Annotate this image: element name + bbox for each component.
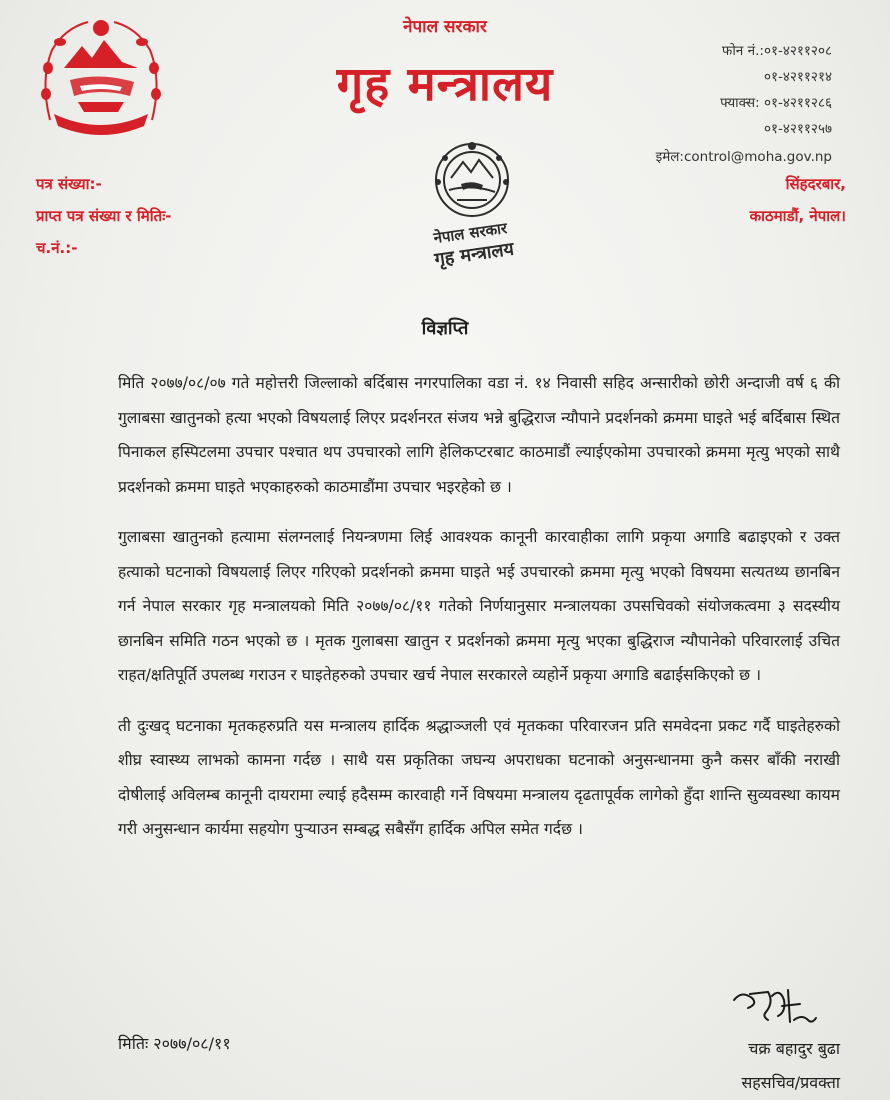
office-address xyxy=(750,168,846,232)
address-line-1: सिंहदरबार, xyxy=(785,175,846,193)
paragraph: मिति २०७७/०८/०७ गते महोत्तरी जिल्लाको बर्दिबास नगरपालिका वडा नं. १४ निवासी सहिद अन्सारीको छोरी अन्दाजी वर्ष ६ की गुलाबसा खातुनको हत्या भएको विषयलाई लिएर प्रदर्शनरत संजय भन्ने बुद्धिराज न्यौपाने प्रदर्शनको क्रममा घाइते भई बर्दिबास स्थित पिनाकल हस्पिटलमा उपचार पश्चात थप उपचारको लागि हेलिकप्टरबाट काठमाडौं ल्याईएकोमा उपचारको क्रममा मृत्यु भएको साथै प्रदर्शनको क्रममा घाइते भएकाहरुको काठमाडौंमा उपचार भइरहेको छ । xyxy=(118,374,840,496)
fax-number: ०१-४२११२८६ xyxy=(763,95,832,111)
signatory-name: चक्र बहादुर बुढा xyxy=(748,1039,840,1058)
phone-row-1 xyxy=(572,38,832,64)
reference-fields xyxy=(36,168,171,264)
phone-row-2 xyxy=(572,64,832,90)
government-heading: नेपाल सरकार xyxy=(403,17,487,37)
fax-number: ०१-४२११२५७ xyxy=(763,121,832,137)
fax-row-1 xyxy=(572,90,832,116)
phone-label: फोन नं.: xyxy=(721,43,764,59)
received-letter-label: प्राप्त पत्र संख्या र मितिः- xyxy=(36,207,172,225)
letter-number-label: पत्र संख्या:- xyxy=(36,175,102,193)
fax-label: फ्याक्स: xyxy=(720,95,760,111)
email-row xyxy=(572,144,832,170)
address-line-2: काठमाडौं, नेपाल। xyxy=(749,207,846,225)
handwritten-signature xyxy=(728,982,820,1030)
issue-date: मितिः २०७७/०८/११ xyxy=(118,1034,231,1053)
seal-text-top: नेपाल सरकार xyxy=(432,218,509,248)
contact-block xyxy=(572,38,832,170)
seal-text-bottom: गृह मन्त्रालय xyxy=(433,238,516,271)
signatory-block xyxy=(741,1032,840,1100)
paragraph: गुलाबसा खातुनको हत्यामा संलग्नलाई नियन्त्रणमा लिई आवश्यक कानूनी कारवाहीका लागि प्रकृया अगाडि बढाइएको र उक्त हत्याको घटनाको विषयलाई लिएर गरिएको प्रदर्शनको क्रममा घाइते भई उपचारको क्रममा मृत्यु भएको विषयमा सत्यतथ्य छानबिन गर्न नेपाल सरकार गृह मन्त्रालयको मिति २०७७/०८/११ गतेको निर्णयानुसार मन्त्रालयका उपसचिवको संयोजकत्वमा ३ सदस्यीय छानबिन समिति गठन भएको छ । मृतक गुलाबसा खातुन र प्रदर्शनको क्रममा मृत्यु भएका बुद्धिराज न्यौपानेको परिवारलाई उचित राहत/क्षतिपूर्ति उपलब्ध गराउन र घाइतेहरुको उपचार खर्च नेपाल सरकारले व्यहोर्ने प्रकृया अगाडि बढाईसकिएको छ । xyxy=(118,528,840,684)
document-body xyxy=(118,366,840,863)
phone-number: ०१-४२११२१४ xyxy=(763,69,832,85)
fax-row-2 xyxy=(572,116,832,142)
email-label: इमेल: xyxy=(655,149,684,165)
paragraph: ती दुःखद् घटनाका मृतकहरुप्रति यस मन्त्रालय हार्दिक श्रद्धाञ्जली एवं मृतकका परिवारजन प्रति समवेदना प्रकट गर्दै घाइतेहरुको शीघ्र स्वास्थ्य लाभको कामना गर्दछ । साथै यस प्रकृतिका जघन्य अपराधका घटनाको अनुसन्धानमा कुनै कसर बाँकी नराखी दोषीलाई अविलम्ब कानूनी दायरामा ल्याई हदैसम्म कारवाही गर्ने विषयमा मन्त्रालय दृढतापूर्वक लागेको हुँदा शान्ति सुव्यवस्था कायम गरी अनुसन्धान कार्यमा सहयोग पुऱ्याउन सम्बद्ध सबैसँग हार्दिक अपिल समेत गर्दछ । xyxy=(118,716,840,838)
phone-number: ०१-४२११२०८ xyxy=(763,43,832,59)
ministry-title: गृह मन्त्रालय xyxy=(336,57,554,112)
email-address: control@moha.gov.np xyxy=(683,149,832,165)
dispatch-number-label: च.नं.:- xyxy=(36,239,78,257)
signatory-title: सहसचिव/प्रवक्ता xyxy=(741,1073,840,1092)
document-title: विज्ञप्ति xyxy=(421,318,469,339)
ministry-seal-icon xyxy=(405,132,540,272)
